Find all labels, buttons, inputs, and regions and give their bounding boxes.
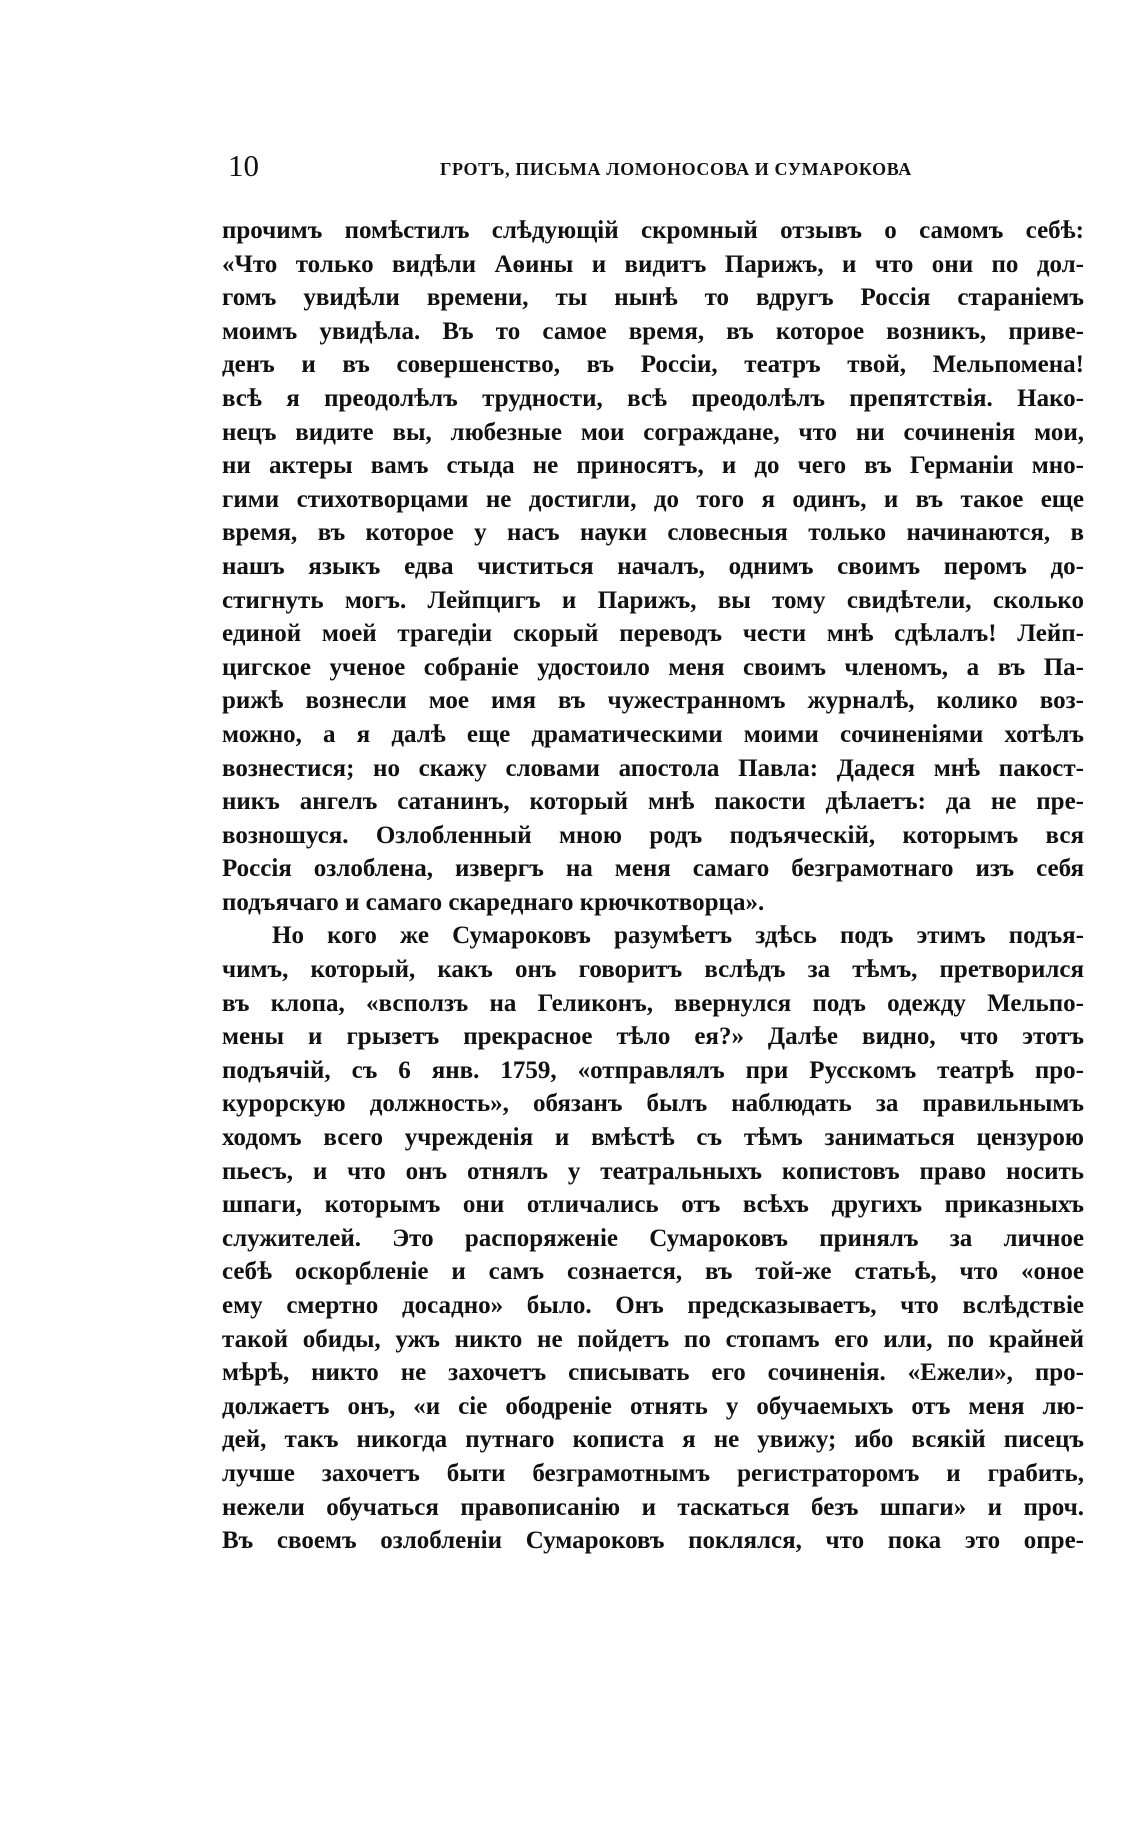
text-line: мѣрѣ, никто не захочетъ списывать его сочиненія. «Ежели», про- <box>222 1359 1084 1387</box>
text-line: лучше захочетъ быти безграмотнымъ регистраторомъ и грабить, <box>222 1459 1084 1487</box>
text-line: Въ своемъ озлобленіи Сумароковъ поклялся, что пока это опре- <box>222 1527 1084 1555</box>
text-line: цигское ученое собраніе удостоило меня своимъ членомъ, а въ Па- <box>222 653 1084 681</box>
text-line: никъ ангелъ сатанинъ, который мнѣ пакости дѣлаетъ: да не пре- <box>222 788 1084 816</box>
text-line: всѣ я преодолѣлъ трудности, всѣ преодолѣлъ препятствія. Нако- <box>222 384 1084 412</box>
page-number: 10 <box>228 148 259 183</box>
running-title: ГРОТЪ, ПИСЬМА ЛОМОНОСОВА И СУМАРОКОВА <box>440 159 912 179</box>
text-line: пьесъ, и что онъ отнялъ у театральныхъ копистовъ право носить <box>222 1157 1084 1185</box>
text-line: чимъ, который, какъ онъ говоритъ вслѣдъ за тѣмъ, претворился <box>222 956 1084 984</box>
text-line: единой моей трагедіи скорый переводъ чести мнѣ сдѣлалъ! Лейп- <box>222 620 1084 648</box>
text-line: возношуся. Озлобленный мною родъ подъяческій, которымъ вся <box>222 821 1084 849</box>
text-line: денъ и въ совершенство, въ Россіи, театръ твой, Мельпомена! <box>222 351 1084 379</box>
text-line: рижѣ вознесли мое имя въ чужестранномъ журналѣ, колико воз- <box>222 687 1084 715</box>
text-line: служителей. Это распоряженіе Сумароковъ принялъ за личное <box>222 1224 1084 1252</box>
text-line: гими стихотворцами не достигли, до того я одинъ, и въ такое еще <box>222 485 1084 513</box>
text-line: ему смертно досадно» было. Онъ предсказываетъ, что вслѣдствіе <box>222 1292 1084 1319</box>
text-line: въ клопа, «всползъ на Геликонъ, ввернулся подъ одежду Мельпо- <box>222 989 1084 1017</box>
text-line: себѣ оскорбленіе и самъ сознается, въ той-же статьѣ, что «оное <box>222 1258 1084 1286</box>
text-line: дей, такъ никогда путнаго кописта я не увижу; ибо всякій писецъ <box>222 1426 1084 1454</box>
text-line: Россія озлоблена, извергъ на меня самаго безграмотнаго изъ себя <box>222 855 1084 883</box>
text-line: нежели обучаться правописанію и таскаться безъ шпаги» и проч. <box>222 1493 1084 1521</box>
text-line: мены и грызетъ прекрасное тѣло ея?» Далѣе видно, что этотъ <box>222 1023 1084 1051</box>
text-line: курорскую должность», обязанъ былъ наблюдать за правильнымъ <box>222 1090 1084 1118</box>
text-line: шпаги, которымъ они отличались отъ всѣхъ другихъ приказныхъ <box>222 1191 1084 1219</box>
text-line: должаетъ онъ, «и сіе ободреніе отнять у обучаемыхъ отъ меня лю- <box>222 1392 1084 1420</box>
text-line: ходомъ всего учрежденія и вмѣстѣ съ тѣмъ заниматься цензурою <box>222 1124 1084 1152</box>
text-line: ни актеры вамъ стыда не приносятъ, и до чего въ Германіи мно- <box>222 452 1084 480</box>
text-line: такой обиды, ужъ никто не пойдетъ по стопамъ его или, по крайней <box>222 1325 1084 1353</box>
body-text <box>222 214 1084 1558</box>
text-line: «Что только видѣли Аѳины и видитъ Парижъ, и что они по дол- <box>222 250 1084 278</box>
text-line: гомъ увидѣли времени, ты нынѣ то вдругъ Россія стараніемъ <box>222 284 1084 312</box>
text-line: нецъ видите вы, любезные мои сограждане, что ни сочиненія мои, <box>222 418 1084 446</box>
text-line: подъячій, съ 6 янв. 1759, «отправлялъ при Русскомъ театрѣ про- <box>222 1056 1084 1084</box>
text-line: Но кого же Сумароковъ разумѣетъ здѣсь подъ этимъ подъя- <box>272 922 1084 950</box>
text-line: подъячаго и самаго скареднаго крючкотворца». <box>222 888 765 916</box>
text-line: моимъ увидѣла. Въ то самое время, въ которое возникъ, приве- <box>222 317 1084 345</box>
text-line: нашъ языкъ едва чиститься началъ, однимъ своимъ перомъ до- <box>222 552 1084 580</box>
text-line: стигнуть могъ. Лейпцигъ и Парижъ, вы тому свидѣтели, сколько <box>222 586 1084 614</box>
text-line: прочимъ помѣстилъ слѣдующій скромный отзывъ о самомъ себѣ: <box>222 217 1084 244</box>
text-line: вознестися; но скажу словами апостола Павла: Дадеся мнѣ пакост- <box>222 754 1084 782</box>
text-line: можно, а я далѣ еще драматическими моими сочиненіями хотѣлъ <box>222 720 1084 748</box>
text-line: время, въ которое у насъ науки словесныя только начинаются, в <box>222 519 1084 547</box>
